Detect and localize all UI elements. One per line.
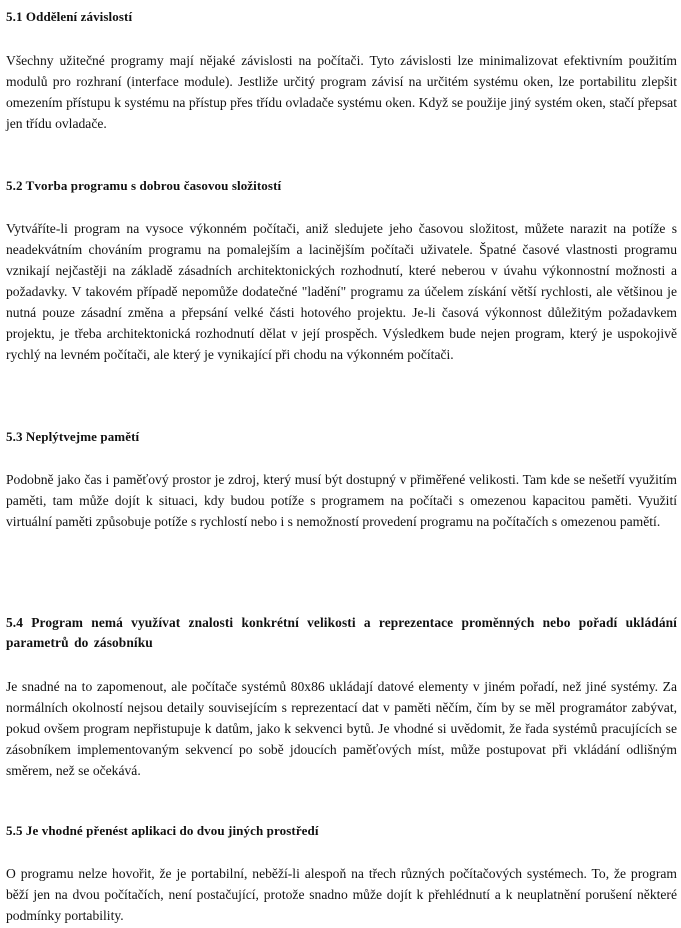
section-5-5 <box>6 820 677 926</box>
section-paragraph: Podobně jako čas i paměťový prostor je zdroj, který musí být dostupný v přiměřené velikosti. Tam kde se nešetří využitím paměti, tam může dojít k situaci, kdy budou potíže s programem na počítači s omezenou kapacitou paměti. Využití virtuální paměti způsobuje potíže s rychlostí nebo i s nemožností provedení programu na počítačích s omezenou pamětí. <box>6 472 677 529</box>
section-heading: 5.5 Je vhodné přenést aplikaci do dvou jiných prostředí <box>6 823 319 838</box>
section-5-2 <box>6 175 677 365</box>
section-5-3 <box>6 426 677 532</box>
section-heading: 5.1 Oddělení závislostí <box>6 9 133 24</box>
section-heading: 5.2 Tvorba programu s dobrou časovou složitostí <box>6 178 282 193</box>
section-5-1 <box>6 6 677 134</box>
section-paragraph: O programu nelze hovořit, že je portabilní, neběží-li alespoň na třech různých počítačových systémech. To, že program běží jen na dvou počítačích, není postačující, protože snadno může dojít k přehlédnutí a k neuplatnění porušení některé podmínky portability. <box>6 866 677 923</box>
section-paragraph: Je snadné na to zapomenout, ale počítače systémů 80x86 ukládají datové elementy v jiném pořadí, než jiné systémy. Za normálních okolností nejsou detaily souvisejícím s reprezentací dat v paměti něčím, čím by se měl programátor zabývat, pokud ovšem program nepřistupuje k datům, jako k sekvenci bytů. Je vhodné si uvědomit, že řada systémů pracujících se zásobníkem implementovaným sekvencí po sobě jdoucích paměťových míst, může postupovat při vkládání odlišným směrem, než se očekává. <box>6 679 677 778</box>
section-5-4 <box>6 613 677 781</box>
section-paragraph: Všechny užitečné programy mají nějaké závislosti na počítači. Tyto závislosti lze minimalizovat efektivním použitím modulů pro rozhraní (interface module). Jestliže určitý program závisí na určitém systému oken, lze portabilitu zlepšit omezením přístupu k systému na přístup přes třídu ovladače systému oken. Když se použije jiný systém oken, stačí přepsat jen třídu ovladače. <box>6 53 677 131</box>
section-heading: 5.4 Program nemá využívat znalosti konkrétní velikosti a reprezentace proměnných nebo pořadí ukládání parametrů do zásobníku <box>6 615 677 650</box>
section-paragraph: Vytváříte-li program na vysoce výkonném počítači, aniž sledujete jeho časovou složitost, můžete narazit na potíže s neadekvátním chováním programu na pomalejším a lacinějším počítači uživatele. Špatné časové vlastnosti programu vznikají nejčastěji na základě zásadních architektonických rozhodnutí, které neberou v úvahu výkonnostní možnosti a požadavky. V takovém případě nepomůže dodatečné "ladění" programu za účelem získání větší rychlosti, ale většinou je nutná pouze zásadní změna a přepsání velké části hotového projektu. Je-li časová výkonnost důležitým požadavkem projektu, je třeba architektonická rozhodnutí dělat v její prospěch. Výsledkem bude nejen program, který je uspokojivě rychlý na levném počítači, ale který je vynikající při chodu na výkonném počítači. <box>6 221 677 362</box>
section-heading: 5.3 Neplýtvejme pamětí <box>6 429 140 444</box>
